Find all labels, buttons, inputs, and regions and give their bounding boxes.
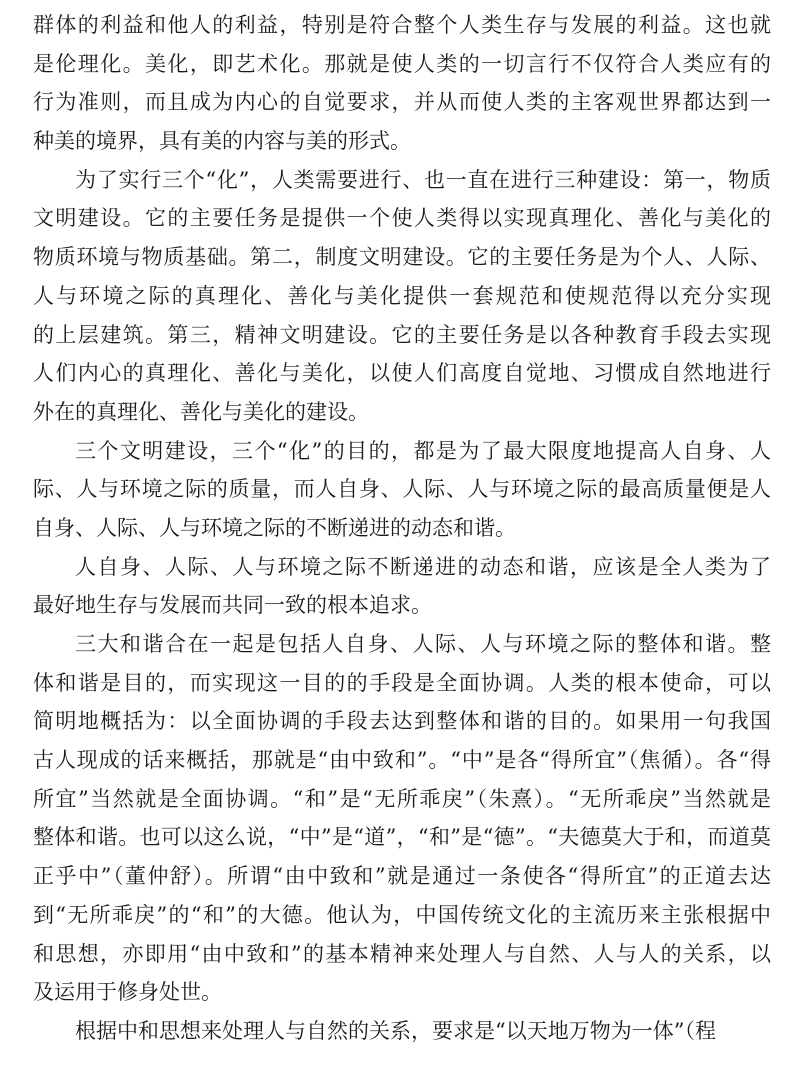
text-line: 人与环境之际的真理化、善化与美化提供一套规范和使规范得以充分实现 (33, 283, 771, 308)
text-line: 际、人与环境之际的质量，而人自身、人际、人与环境之际的最高质量便是人 (33, 477, 771, 502)
text-line: 所宜”当然就是全面协调。“和”是“无所乖戾”（朱熹）。“无所乖戾”当然就是 (33, 786, 771, 811)
text-line: 整体和谐。也可以这么说，“中”是“道”，“和”是“德”。“夫德莫大于和，而道莫 (33, 825, 771, 850)
text-line: 群体的利益和他人的利益，特别是符合整个人类生存与发展的利益。这也就 (33, 13, 771, 37)
text-line: 三个文明建设，三个“化”的目的，都是为了最大限度地提高人自身、人 (75, 438, 771, 463)
text-line: 物质环境与物质基础。第二，制度文明建设。它的主要任务是为个人、人际、 (33, 245, 771, 270)
text-line: 及运用于修身处世。 (33, 980, 222, 1005)
text-line: 自身、人际、人与环境之际的不断递进的动态和谐。 (33, 515, 516, 540)
text-line: 到“无所乖戾”的“和”的大德。他认为，中国传统文化的主流历来主张根据中 (33, 902, 771, 927)
text-line: 外在的真理化、善化与美化的建设。 (33, 399, 369, 424)
text-line: 文明建设。它的主要任务是提供一个使人类得以实现真理化、善化与美化的 (33, 206, 771, 231)
text-line: 人自身、人际、人与环境之际不断递进的动态和谐，应该是全人类为了 (75, 554, 771, 579)
text-line: 古人现成的话来概括，那就是“由中致和”。“中”是各“得所宜”（焦循）。各“得 (33, 748, 771, 773)
text-line: 体和谐是目的，而实现这一目的的手段是全面协调。人类的根本使命，可以 (33, 670, 771, 695)
text-line: 根据中和思想来处理人与自然的关系，要求是“以天地万物为一体”（程 (75, 1018, 716, 1043)
text-line: 种美的境界，具有美的内容与美的形式。 (33, 129, 411, 154)
text-line: 和思想，亦即用“由中致和”的基本精神来处理人与自然、人与人的关系，以 (33, 941, 771, 966)
text-line: 简明地概括为：以全面协调的手段去达到整体和谐的目的。如果用一句我国 (33, 709, 771, 734)
text-line: 行为准则，而且成为内心的自觉要求，并从而使人类的主客观世界都达到一 (33, 90, 771, 115)
body-text (33, 6, 771, 1051)
text-line: 人们内心的真理化、善化与美化，以使人们高度自觉地、习惯成自然地进行 (33, 361, 771, 386)
text-line: 是伦理化。美化，即艺术化。那就是使人类的一切言行不仅符合人类应有的 (33, 51, 771, 76)
text-line: 最好地生存与发展而共同一致的根本追求。 (33, 593, 432, 618)
text-line: 为了实行三个“化”，人类需要进行、也一直在进行三种建设：第一，物质 (75, 167, 771, 192)
text-line: 三大和谐合在一起是包括人自身、人际、人与环境之际的整体和谐。整 (75, 632, 771, 656)
text-line: 的上层建筑。第三，精神文明建设。它的主要任务是以各种教育手段去实现 (33, 322, 771, 347)
text-line: 正乎中”（董仲舒）。所谓“由中致和”就是通过一条使各“得所宜”的正道去达 (33, 864, 771, 889)
